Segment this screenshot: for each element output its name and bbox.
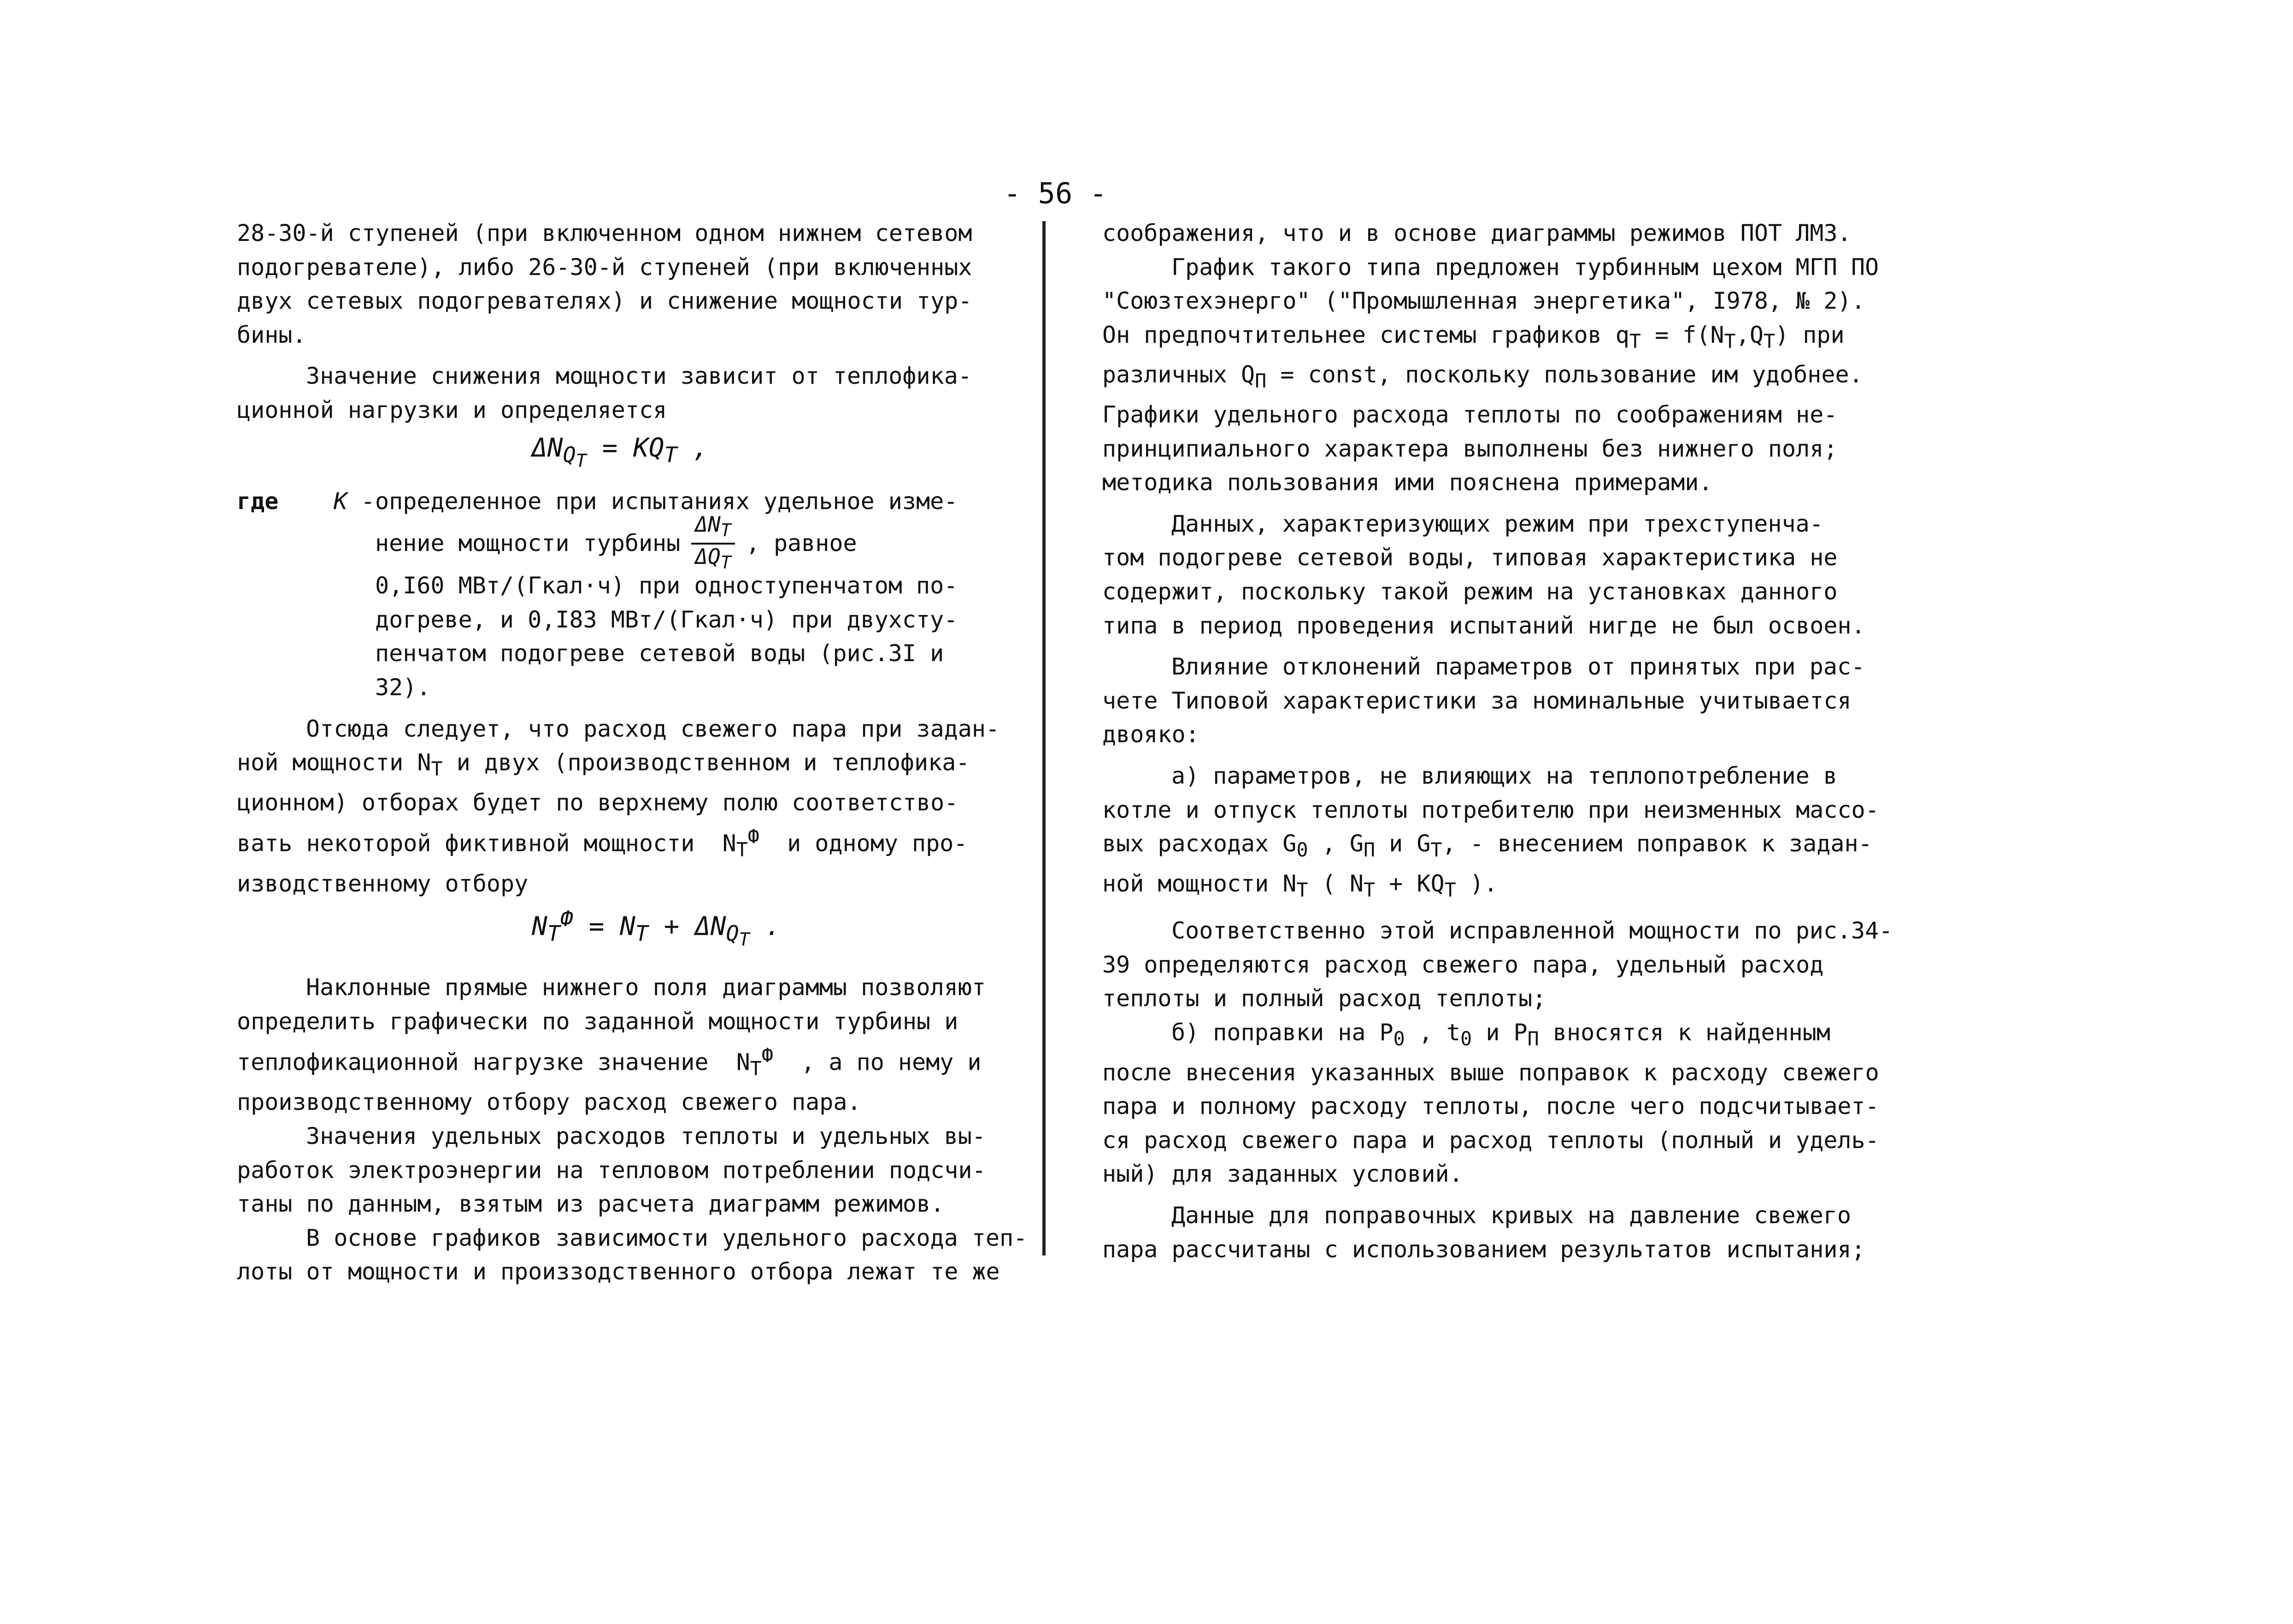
paragraph	[237, 1120, 1029, 1221]
paragraph	[237, 217, 1029, 352]
text-line: том подогреве сетевой воды, типовая характеристика не	[1102, 544, 1838, 571]
text-line: бины.	[237, 321, 306, 348]
paragraph	[237, 1221, 1029, 1289]
definition-where: где	[237, 487, 279, 515]
text-line: Значение снижения мощности зависит от теплофика-	[306, 363, 972, 390]
definition-block	[237, 485, 1029, 705]
definition-symbol: K -	[334, 487, 376, 515]
text-line: различных $Q_П$ = const, поскольку пользование им удобнее.	[1102, 361, 1863, 393]
text-line: определить графически по заданной мощности турбины и	[237, 1008, 958, 1035]
text-line: ся расход свежего пара и расход теплоты (полный и удель-	[1102, 1126, 1879, 1154]
text-line: Данных, характеризующих режим при трехступенча-	[1171, 510, 1823, 537]
left-column	[237, 217, 1029, 1289]
text-line: Он предпочтительнее системы графиков $q_T = f(N_T,Q_T)$ при	[1102, 321, 1845, 352]
text-line: В основе графиков зависимости удельного расхода теп-	[306, 1224, 1028, 1251]
text-line: двух сетевых подогревателях) и снижение мощности тур-	[237, 287, 972, 315]
fraction-numerator: $\Delta N_T$	[691, 512, 735, 545]
text-line: котле и отпуск теплоты потребителю при неизменных массо-	[1102, 796, 1879, 823]
text-line: 0,I60 МВт/(Гкал·ч) при одноступенчатом по-	[375, 572, 958, 599]
text-line: теплоты и полный расход теплоты;	[1102, 985, 1546, 1012]
text-line: вать некоторой фиктивной мощности $N_T^Ф$ и одному про-	[237, 825, 968, 862]
text-line: ционном) отборах будет по верхнему полю соответство-	[237, 789, 958, 816]
definition-first-line	[237, 485, 1029, 519]
formula-delta-n: $\Delta N_{Q_T} = KQ_T$ ,	[532, 433, 709, 472]
text-line: а) параметров, не влияющих на теплопотребление в	[1171, 762, 1837, 789]
paragraph	[1102, 1199, 1917, 1266]
text-line: работок электроэнергии на тепловом потреблении подсчи-	[237, 1156, 986, 1184]
paragraph	[1102, 650, 1917, 752]
text-line: График такого типа предложен турбинным цехом МГП ПО	[1171, 253, 1879, 281]
text-line: изводственному отбору	[237, 870, 529, 897]
text-line: догреве, и 0,I83 МВт/(Гкал·ч) при двухсту-	[375, 606, 958, 633]
text-line: Графики удельного расхода теплоты по соображениям не-	[1102, 401, 1838, 428]
fraction	[691, 512, 735, 575]
formula-fictitious-power: $N_T^Ф = N_T + \Delta N_{Q_T}$ .	[532, 907, 781, 950]
text-line: производственному отбору расход свежего пара.	[237, 1089, 861, 1116]
paragraph	[1102, 217, 1917, 251]
column-divider	[1042, 221, 1046, 1255]
text-line: Значения удельных расходов теплоты и удельных вы-	[306, 1123, 986, 1150]
right-column	[1102, 217, 1917, 1266]
paragraph	[237, 712, 1029, 901]
text-line: ной мощности $N_T$ ( $N_T + KQ_T$ ).	[1102, 870, 1498, 901]
paragraph	[1102, 1016, 1917, 1191]
text-line: таны по данным, взятым из расчета диаграмм режимов.	[237, 1190, 945, 1218]
text-line: пенчатом подогреве сетевой воды (рис.3I и	[375, 640, 944, 667]
text-line: "Союзтехэнерго" ("Промышленная энергетика", I978, № 2).	[1102, 287, 1865, 315]
text-line: ционной нагрузки и определяется	[237, 396, 667, 423]
paragraph	[1102, 507, 1917, 643]
text-line: теплофикационной нагрузке значение $N_T^Ф$ , а по нему и	[237, 1044, 982, 1080]
text-line: пара и полному расходу теплоты, после чего подсчитывает-	[1102, 1093, 1879, 1120]
paragraph	[1102, 914, 1917, 1016]
fraction-denominator: $\Delta Q_T$	[695, 544, 731, 574]
paragraph	[1102, 251, 1917, 500]
text-line: после внесения указанных выше поправок к расходу свежего	[1102, 1059, 1879, 1086]
paragraph	[237, 359, 1029, 427]
text-line: 28-30-й ступеней (при включенном одном нижнем сетевом	[237, 220, 972, 246]
text-line: подогревателе), либо 26-30-й ступеней (при включенных	[237, 253, 972, 281]
paragraph	[1102, 759, 1917, 907]
text-line: двояко:	[1102, 721, 1199, 748]
text-line: соображения, что и в основе диаграммы режимов ПОТ ЛМЗ.	[1102, 220, 1852, 246]
text-line: б) поправки на $P_0$ , $t_0$ и $P_П$ вносятся к найденным	[1171, 1019, 1830, 1050]
paragraph	[237, 971, 1029, 1120]
text-line: 32).	[375, 674, 431, 701]
text-fragment: нение мощности турбины	[375, 530, 681, 557]
text-line: вых расходах $G_0$ , $G_П$ и $G_T$, - внесением поправок к задан-	[1102, 830, 1872, 862]
text-line: принципиального характера выполнены без нижнего поля;	[1102, 435, 1838, 462]
text-line: 39 определяются расход свежего пара, удельный расход	[1102, 951, 1824, 978]
text-line: пара рассчитаны с использованием результатов испытания;	[1102, 1236, 1865, 1263]
text-line: Соответственно этой исправленной мощности по рис.34-	[1171, 917, 1893, 944]
text-line: типа в период проведения испытаний нигде не был освоен.	[1102, 612, 1865, 639]
text-line: ной мощности $N_T$ и двух (производственном и теплофика-	[237, 749, 970, 780]
text-line: содержит, поскольку такой режим на установках данного	[1102, 578, 1838, 605]
page-number: - 56 -	[1004, 176, 1107, 210]
text-fragment: , равное	[746, 530, 857, 557]
text-line: чете Типовой характеристики за номинальные учитывается	[1102, 687, 1852, 714]
text-line: методика пользования ими пояснена примерами.	[1102, 469, 1713, 496]
text-line: ный) для заданных условий.	[1102, 1161, 1463, 1188]
fraction-line	[237, 512, 1029, 574]
text-line: лоты от мощности и произзодственного отбора лежат те же	[237, 1258, 1000, 1285]
text-line: Влияние отклонений параметров от принятых при рас-	[1171, 653, 1865, 680]
text-line: определенное при испытаниях удельное изме-	[375, 487, 958, 515]
text-line: Данные для поправочных кривых на давление свежего	[1171, 1202, 1852, 1229]
text-line: Отсюда следует, что расход свежего пара при задан-	[306, 715, 1000, 742]
text-line: Наклонные прямые нижнего поля диаграммы позволяют	[306, 974, 986, 1001]
